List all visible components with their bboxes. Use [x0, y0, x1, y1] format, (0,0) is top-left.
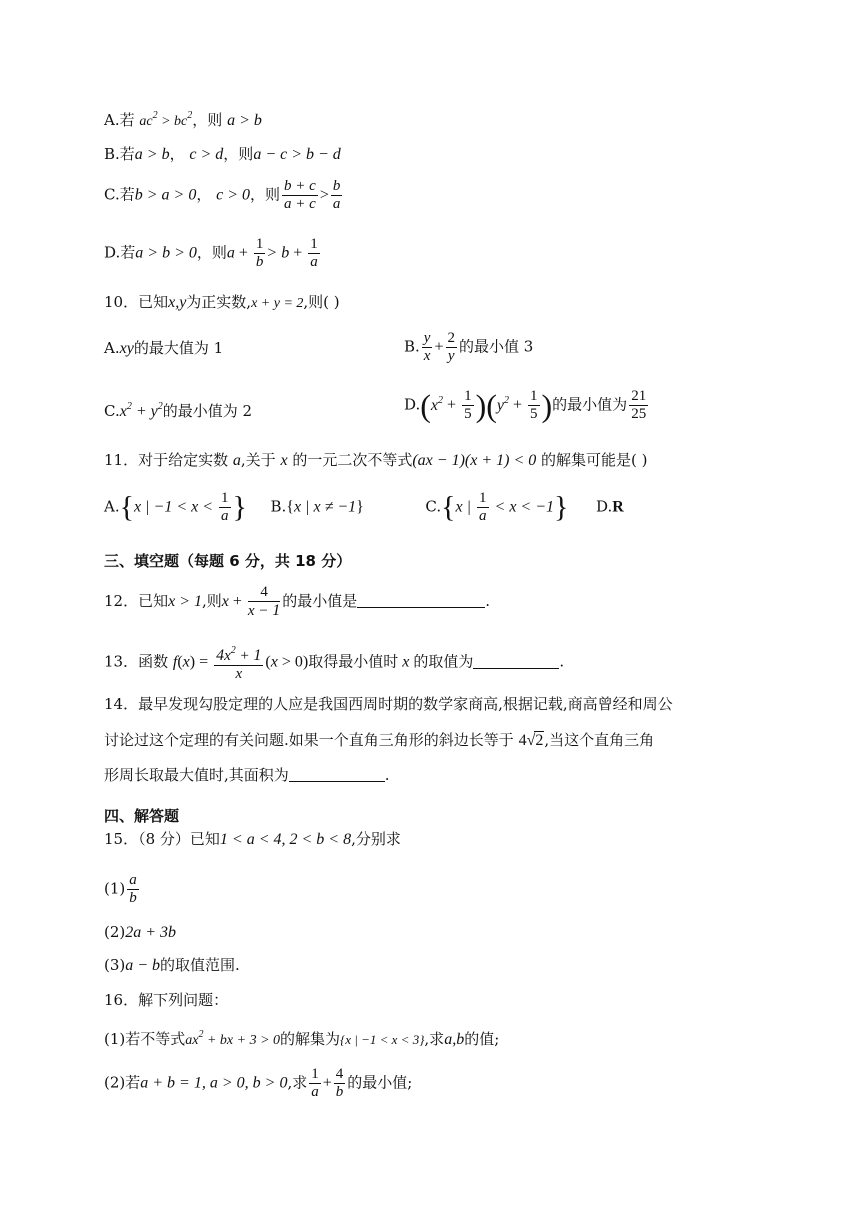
text: 12．已知 [104, 592, 169, 610]
answer-blank[interactable] [473, 668, 559, 669]
q11-options: A.{x | −1 < x < $\frac{1}{a}$ } B.{x | x ≠ −1} C.{x | $\frac{1}{a}$ < x < −1} D.R [104, 490, 624, 524]
text: 的最小值为 [552, 395, 628, 414]
fraction: $\frac{1}{a}$ [310, 236, 318, 270]
q15-part2: (2)2a + 3b [104, 923, 177, 941]
text: 的取值范围. [160, 956, 240, 974]
text: ,分别求 [351, 830, 401, 848]
q10-option-c: $C.x^2 + y^2$的最小值为 2 [104, 401, 253, 420]
text: 的解集可能是( ) [541, 451, 648, 469]
answer-blank[interactable] [289, 781, 385, 782]
option-label: C.若 [104, 185, 135, 204]
q9-option-a [104, 106, 262, 132]
text: ，则 [196, 243, 227, 262]
text: (3) [104, 956, 126, 974]
text: . [384, 766, 390, 784]
q14-line3 [104, 765, 390, 785]
fraction: $\frac{b}{a}$ [332, 178, 341, 212]
text: 13．函数 [104, 652, 169, 671]
text: 的最小值; [347, 1073, 413, 1092]
text: 讨论过这个定理的有关问题.如果一个直角三角形的斜边长等于 [104, 731, 514, 749]
option-label: A.若 [104, 111, 135, 129]
q13: 13．函数 f(x) = $\frac{4x^2 + 1}{x}$ (x > 0)取得最小值时 x 的取值为 . [104, 642, 564, 683]
text: ,求 [287, 1073, 308, 1092]
q14-line2: 讨论过这个定理的有关问题.如果一个直角三角形的斜边长等于 4√2,当这个直角三角 [104, 731, 655, 749]
q10-option-d: $D.(x^2$ + $\frac{1}{5}$ )($y^2$ + $\frac{1}{5}$ )的最小值为 $\frac{21}{25}$ [404, 387, 647, 424]
text: ,求 [424, 1030, 445, 1048]
text: 为正实数, [186, 293, 252, 311]
option-label: B. [270, 497, 287, 516]
text: 的值; [464, 1030, 500, 1048]
text: ,关于 [240, 451, 276, 469]
text: (2)若 [104, 1073, 141, 1092]
math: a > b [227, 112, 262, 129]
option-value: R [612, 498, 624, 516]
text: 11．对于给定实数 [104, 451, 229, 469]
text: 的取值为 [413, 652, 474, 671]
text: ， [196, 185, 212, 204]
text: 的一元二次不等式 [292, 451, 413, 469]
text: ,当这个直角三角 [544, 731, 655, 749]
text: (1)若不等式 [104, 1030, 186, 1048]
math: b > a > 0 [134, 186, 197, 204]
q12: 12．已知x > 1,则x + $\frac{4}{x - 1}$ 的最小值是 . [104, 584, 490, 619]
fraction: $\frac{1}{b}$ [255, 236, 264, 270]
option-label: D. [596, 497, 613, 516]
option-label: C. [104, 402, 120, 420]
option-label: D.若 [104, 243, 136, 262]
option-label: C. [425, 497, 442, 516]
option-label: A. [104, 339, 120, 357]
text: ,则( ) [303, 293, 340, 311]
text: (1) [104, 879, 126, 898]
q9-option-b [104, 144, 341, 165]
text: 15．（8 分）已知 [104, 830, 220, 848]
q11-stem: 11．对于给定实数 a,关于 x 的一元二次不等式(ax − 1)(x + 1) < 0 的解集可能是( ) [104, 451, 648, 469]
text: ，则 [250, 185, 281, 204]
option-label: D. [404, 395, 421, 414]
text: . [485, 592, 490, 610]
q9-option-c: C.若b > a > 0， c > 0，则 $\frac{b + c}{a + c}$ > $\frac{b}{a}$ [104, 178, 341, 212]
math: $ac^2 > bc^2$ [139, 110, 193, 129]
text: 取得最小值时 [308, 652, 399, 671]
text: ,则 [202, 592, 222, 610]
text: 形周长取最大值时,其面积为 [104, 766, 289, 784]
math: c > 0 [216, 186, 251, 204]
q15-part3: (3)a − b的取值范围. [104, 956, 240, 974]
text: ，则 [192, 111, 223, 129]
q15-part1: (1) $\frac{a}{b}$ [104, 872, 137, 906]
fraction: $\frac{b + c}{a + c}$ [284, 178, 316, 212]
text: 的最小值是 [282, 592, 358, 610]
text: 的最小值为 2 [162, 402, 253, 420]
text: ，则 [223, 145, 254, 163]
math: c > d [189, 146, 224, 163]
option-label: A. [104, 497, 120, 516]
answer-blank[interactable] [357, 607, 485, 608]
math: a > b > 0 [135, 244, 197, 262]
q10-option-b: B. $\frac{y}{x}$ + $\frac{2}{y}$ 的最小值 3 [404, 330, 534, 364]
option-label: B. [404, 337, 420, 356]
option-label: B.若 [104, 145, 135, 163]
q16-part2: (2)若a + b = 1, a > 0, b > 0,求 $\frac{1}{a}$ + $\frac{4}{b}$ 的最小值; [104, 1066, 413, 1100]
q16-part1: (1)若不等式$ax^2$ + bx + 3 > 0的解集为{x | −1 < x < 3},求a,b的值; [104, 1029, 500, 1048]
text: . [559, 652, 565, 671]
math: a > b [134, 146, 170, 163]
q10-option-a: A.xy的最大值为 1 [104, 339, 224, 357]
text: 的最小值 3 [459, 337, 534, 356]
q9-option-d: D.若a > b > 0，则a + $\frac{1}{b}$ > b + $\frac{1}{a}$ [104, 236, 318, 270]
q16-stem: 16．解下列问题： [104, 991, 229, 1009]
q14-line1: 14．最早发现勾股定理的人应是我国西周时期的数学家商高,根据记载,商高曾经和周公 [104, 695, 673, 713]
q15-stem: 15．（8 分）已知1 < a < 4, 2 < b < 8,分别求 [104, 830, 401, 848]
text: 的解集为 [280, 1030, 341, 1048]
text: 的最大值为 1 [133, 339, 224, 357]
q10-stem: 10．已知x,y为正实数,x + y = 2,则( ) [104, 293, 340, 311]
math: a − c > b − d [253, 146, 341, 163]
section-heading: 三、填空题（每题 6 分，共 18 分） [104, 552, 352, 570]
section-heading: 四、解答题 [104, 807, 180, 825]
text: (2) [104, 923, 126, 941]
text: 10．已知 [104, 293, 169, 311]
text: ， [169, 145, 185, 163]
